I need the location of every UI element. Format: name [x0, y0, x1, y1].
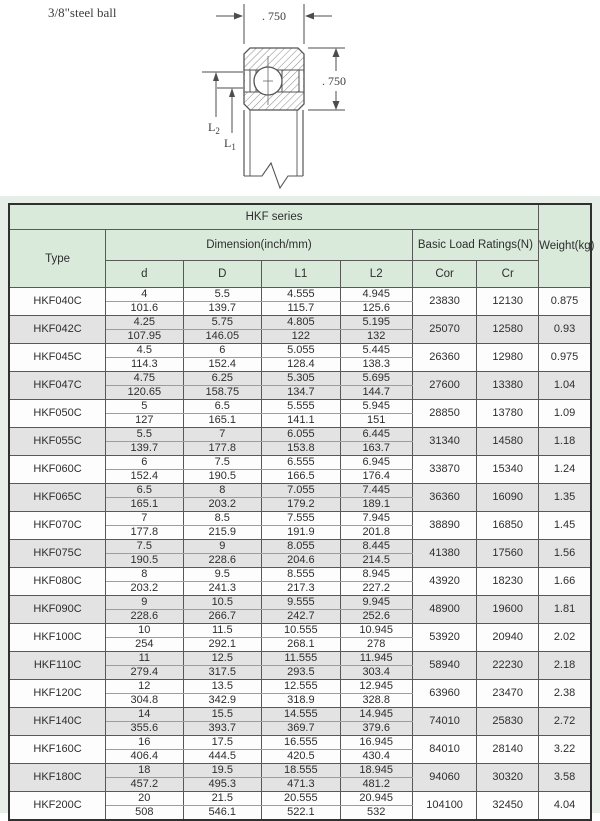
- col-header-weight: Weight(kg): [539, 204, 591, 288]
- cr-cell: 28140: [477, 736, 539, 764]
- cor-cell: 28850: [412, 400, 477, 428]
- L2-inch-cell: 4.945: [340, 288, 412, 302]
- d-inch-cell: 12: [106, 680, 183, 694]
- L2-mm-cell: 201.8: [340, 526, 412, 540]
- table-body: [9, 288, 591, 821]
- L2-mm-cell: 328.8: [340, 694, 412, 708]
- d-mm-cell: 228.6: [106, 610, 183, 624]
- L2-mm-cell: 151: [340, 414, 412, 428]
- D-mm-cell: 203.2: [183, 498, 262, 512]
- L1-inch-cell: 14.555: [262, 708, 341, 722]
- d-mm-cell: 177.8: [106, 526, 183, 540]
- table-area: [0, 196, 600, 818]
- D-inch-cell: 6.5: [183, 400, 262, 414]
- cor-cell: 38890: [412, 512, 477, 540]
- L1-inch-cell: 12.555: [262, 680, 341, 694]
- weight-cell: 4.04: [539, 792, 591, 821]
- hkf-series-table: [8, 203, 595, 821]
- L2-inch-cell: 7.445: [340, 484, 412, 498]
- weight-cell: 3.58: [539, 764, 591, 792]
- col-header-L2: L2: [340, 261, 412, 288]
- L1-inch-cell: 6.555: [262, 456, 341, 470]
- d-inch-cell: 20: [106, 792, 183, 806]
- steel-ball-note: 3/8"steel ball: [48, 5, 117, 20]
- D-mm-cell: 444.5: [183, 750, 262, 764]
- D-mm-cell: 393.7: [183, 722, 262, 736]
- table-row: [9, 568, 591, 582]
- L1-mm-cell: 471.3: [262, 778, 341, 792]
- cr-cell: 15340: [477, 456, 539, 484]
- col-header-L1: L1: [262, 261, 341, 288]
- d-inch-cell: 5: [106, 400, 183, 414]
- D-mm-cell: 342.9: [183, 694, 262, 708]
- L1-mm-cell: 115.7: [262, 302, 341, 316]
- D-inch-cell: 9.5: [183, 568, 262, 582]
- L1-inch-cell: 11.555: [262, 652, 341, 666]
- weight-cell: 1.09: [539, 400, 591, 428]
- cor-cell: 74010: [412, 708, 477, 736]
- l1-arrow: [217, 88, 243, 133]
- cr-cell: 12130: [477, 288, 539, 316]
- cr-cell: 12580: [477, 316, 539, 344]
- L2-mm-cell: 144.7: [340, 386, 412, 400]
- col-header-load-ratings: Basic Load Ratings(N): [412, 230, 538, 261]
- type-cell: HKF040C: [9, 288, 106, 316]
- weight-cell: 1.45: [539, 512, 591, 540]
- d-mm-cell: 127: [106, 414, 183, 428]
- d-inch-cell: 7: [106, 512, 183, 526]
- L2-inch-cell: 5.945: [340, 400, 412, 414]
- D-inch-cell: 6: [183, 344, 262, 358]
- L1-inch-cell: 4.555: [262, 288, 341, 302]
- cr-cell: 16850: [477, 512, 539, 540]
- type-cell: HKF050C: [9, 400, 106, 428]
- cor-cell: 58940: [412, 652, 477, 680]
- L2-mm-cell: 481.2: [340, 778, 412, 792]
- D-mm-cell: 190.5: [183, 470, 262, 484]
- top-dimension-label: . 750: [262, 9, 286, 23]
- weight-cell: 0.93: [539, 316, 591, 344]
- L1-mm-cell: 204.6: [262, 554, 341, 568]
- L2-mm-cell: 163.7: [340, 442, 412, 456]
- L2-inch-cell: 12.945: [340, 680, 412, 694]
- cor-cell: 36360: [412, 484, 477, 512]
- weight-cell: 3.22: [539, 736, 591, 764]
- d-mm-cell: 279.4: [106, 666, 183, 680]
- weight-cell: 1.56: [539, 540, 591, 568]
- D-inch-cell: 5.75: [183, 316, 262, 330]
- L2-mm-cell: 303.4: [340, 666, 412, 680]
- type-cell: HKF160C: [9, 736, 106, 764]
- D-inch-cell: 17.5: [183, 736, 262, 750]
- cr-cell: 22230: [477, 652, 539, 680]
- cor-cell: 25070: [412, 316, 477, 344]
- type-cell: HKF047C: [9, 372, 106, 400]
- L2-mm-cell: 532: [340, 806, 412, 821]
- L1-mm-cell: 268.1: [262, 638, 341, 652]
- L2-mm-cell: 430.4: [340, 750, 412, 764]
- D-inch-cell: 10.5: [183, 596, 262, 610]
- type-cell: HKF200C: [9, 792, 106, 821]
- D-inch-cell: 11.5: [183, 624, 262, 638]
- L2-mm-cell: 189.1: [340, 498, 412, 512]
- table-row: [9, 736, 591, 750]
- L1-mm-cell: 217.3: [262, 582, 341, 596]
- cor-cell: 41380: [412, 540, 477, 568]
- cor-cell: 48900: [412, 596, 477, 624]
- col-header-type: Type: [9, 230, 106, 288]
- cr-cell: 14580: [477, 428, 539, 456]
- L1-mm-cell: 242.7: [262, 610, 341, 624]
- L1-inch-cell: 18.555: [262, 764, 341, 778]
- table-row: [9, 708, 591, 722]
- L2-inch-cell: 9.945: [340, 596, 412, 610]
- d-mm-cell: 406.4: [106, 750, 183, 764]
- L1-inch-cell: 7.055: [262, 484, 341, 498]
- table-row: [9, 624, 591, 638]
- D-mm-cell: 152.4: [183, 358, 262, 372]
- table-row: [9, 596, 591, 610]
- D-inch-cell: 7: [183, 428, 262, 442]
- d-mm-cell: 254: [106, 638, 183, 652]
- table-row: [9, 456, 591, 470]
- table-row: [9, 764, 591, 778]
- cr-cell: 12980: [477, 344, 539, 372]
- L1-inch-cell: 20.555: [262, 792, 341, 806]
- L1-mm-cell: 179.2: [262, 498, 341, 512]
- bearing-cross-section-diagram: [0, 0, 600, 196]
- L2-mm-cell: 138.3: [340, 358, 412, 372]
- weight-cell: 1.35: [539, 484, 591, 512]
- d-inch-cell: 11: [106, 652, 183, 666]
- L1-inch-cell: 6.055: [262, 428, 341, 442]
- D-inch-cell: 12.5: [183, 652, 262, 666]
- type-cell: HKF110C: [9, 652, 106, 680]
- L2-mm-cell: 379.6: [340, 722, 412, 736]
- cr-cell: 17560: [477, 540, 539, 568]
- cor-cell: 27600: [412, 372, 477, 400]
- L2-mm-cell: 125.6: [340, 302, 412, 316]
- L2-mm-cell: 227.2: [340, 582, 412, 596]
- L1-inch-cell: 7.555: [262, 512, 341, 526]
- col-header-cr: Cr: [477, 261, 539, 288]
- L2-inch-cell: 7.945: [340, 512, 412, 526]
- type-cell: HKF090C: [9, 596, 106, 624]
- D-mm-cell: 241.3: [183, 582, 262, 596]
- D-inch-cell: 8.5: [183, 512, 262, 526]
- L1-mm-cell: 134.7: [262, 386, 341, 400]
- cor-cell: 23830: [412, 288, 477, 316]
- d-mm-cell: 114.3: [106, 358, 183, 372]
- L2-inch-cell: 14.945: [340, 708, 412, 722]
- diagram-area: [0, 0, 600, 196]
- d-mm-cell: 355.6: [106, 722, 183, 736]
- L1-inch-cell: 5.555: [262, 400, 341, 414]
- L1-inch-cell: 16.555: [262, 736, 341, 750]
- D-mm-cell: 177.8: [183, 442, 262, 456]
- weight-cell: 2.72: [539, 708, 591, 736]
- type-cell: HKF065C: [9, 484, 106, 512]
- cr-cell: 32450: [477, 792, 539, 821]
- D-mm-cell: 266.7: [183, 610, 262, 624]
- type-cell: HKF140C: [9, 708, 106, 736]
- d-mm-cell: 165.1: [106, 498, 183, 512]
- table-row: [9, 540, 591, 554]
- weight-cell: 0.875: [539, 288, 591, 316]
- D-inch-cell: 5.5: [183, 288, 262, 302]
- L2-inch-cell: 5.445: [340, 344, 412, 358]
- d-mm-cell: 457.2: [106, 778, 183, 792]
- D-inch-cell: 15.5: [183, 708, 262, 722]
- L1-inch-cell: 5.055: [262, 344, 341, 358]
- weight-cell: 2.38: [539, 680, 591, 708]
- L2-mm-cell: 132: [340, 330, 412, 344]
- L1-mm-cell: 420.5: [262, 750, 341, 764]
- d-mm-cell: 508: [106, 806, 183, 821]
- D-mm-cell: 292.1: [183, 638, 262, 652]
- L2-inch-cell: 8.945: [340, 568, 412, 582]
- L1-mm-cell: 293.5: [262, 666, 341, 680]
- cr-cell: 16090: [477, 484, 539, 512]
- weight-cell: 1.24: [539, 456, 591, 484]
- d-mm-cell: 304.8: [106, 694, 183, 708]
- type-cell: HKF070C: [9, 512, 106, 540]
- d-inch-cell: 4.75: [106, 372, 183, 386]
- table-row: [9, 792, 591, 806]
- d-inch-cell: 5.5: [106, 428, 183, 442]
- cor-cell: 63960: [412, 680, 477, 708]
- cr-cell: 18230: [477, 568, 539, 596]
- L1-inch-cell: 9.555: [262, 596, 341, 610]
- weight-cell: 1.04: [539, 372, 591, 400]
- D-mm-cell: 165.1: [183, 414, 262, 428]
- D-mm-cell: 139.7: [183, 302, 262, 316]
- d-inch-cell: 4: [106, 288, 183, 302]
- L2-inch-cell: 6.945: [340, 456, 412, 470]
- table-row: [9, 344, 591, 358]
- d-mm-cell: 203.2: [106, 582, 183, 596]
- d-mm-cell: 101.6: [106, 302, 183, 316]
- D-inch-cell: 7.5: [183, 456, 262, 470]
- d-inch-cell: 6.5: [106, 484, 183, 498]
- d-inch-cell: 7.5: [106, 540, 183, 554]
- col-header-cor: Cor: [412, 261, 477, 288]
- L1-mm-cell: 318.9: [262, 694, 341, 708]
- cr-cell: 19600: [477, 596, 539, 624]
- L1-mm-cell: 191.9: [262, 526, 341, 540]
- L2-inch-cell: 20.945: [340, 792, 412, 806]
- D-inch-cell: 21.5: [183, 792, 262, 806]
- l2-label: $L_2$: [208, 120, 220, 136]
- d-mm-cell: 190.5: [106, 554, 183, 568]
- d-mm-cell: 120.65: [106, 386, 183, 400]
- d-inch-cell: 16: [106, 736, 183, 750]
- type-cell: HKF080C: [9, 568, 106, 596]
- weight-cell: 2.18: [539, 652, 591, 680]
- D-inch-cell: 13.5: [183, 680, 262, 694]
- L1-mm-cell: 369.7: [262, 722, 341, 736]
- L1-mm-cell: 522.1: [262, 806, 341, 821]
- D-mm-cell: 146.05: [183, 330, 262, 344]
- L2-inch-cell: 18.945: [340, 764, 412, 778]
- L2-inch-cell: 16.945: [340, 736, 412, 750]
- cr-cell: 13780: [477, 400, 539, 428]
- col-header-dimension: Dimension(inch/mm): [106, 230, 413, 261]
- L2-mm-cell: 176.4: [340, 470, 412, 484]
- L2-inch-cell: 5.195: [340, 316, 412, 330]
- table-row: [9, 680, 591, 694]
- L2-inch-cell: 8.445: [340, 540, 412, 554]
- table-row: [9, 428, 591, 442]
- d-inch-cell: 4.5: [106, 344, 183, 358]
- d-mm-cell: 152.4: [106, 470, 183, 484]
- D-mm-cell: 158.75: [183, 386, 262, 400]
- d-mm-cell: 139.7: [106, 442, 183, 456]
- cor-cell: 104100: [412, 792, 477, 821]
- L1-mm-cell: 141.1: [262, 414, 341, 428]
- d-inch-cell: 6: [106, 456, 183, 470]
- col-header-D: D: [183, 261, 262, 288]
- weight-cell: 1.18: [539, 428, 591, 456]
- d-inch-cell: 8: [106, 568, 183, 582]
- L2-inch-cell: 6.445: [340, 428, 412, 442]
- L1-inch-cell: 5.305: [262, 372, 341, 386]
- cr-cell: 30320: [477, 764, 539, 792]
- table-row: [9, 400, 591, 414]
- cr-cell: 20940: [477, 624, 539, 652]
- L2-mm-cell: 214.5: [340, 554, 412, 568]
- shaft: [244, 110, 303, 188]
- table-row: [9, 316, 591, 330]
- table-row: [9, 652, 591, 666]
- D-inch-cell: 8: [183, 484, 262, 498]
- L1-mm-cell: 166.5: [262, 470, 341, 484]
- cr-cell: 13380: [477, 372, 539, 400]
- cr-cell: 23470: [477, 680, 539, 708]
- L1-mm-cell: 122: [262, 330, 341, 344]
- table-row: [9, 484, 591, 498]
- type-cell: HKF100C: [9, 624, 106, 652]
- L2-mm-cell: 252.6: [340, 610, 412, 624]
- L1-mm-cell: 153.8: [262, 442, 341, 456]
- L2-inch-cell: 10.945: [340, 624, 412, 638]
- type-cell: HKF060C: [9, 456, 106, 484]
- type-cell: HKF075C: [9, 540, 106, 568]
- d-inch-cell: 9: [106, 596, 183, 610]
- cor-cell: 31340: [412, 428, 477, 456]
- L1-inch-cell: 4.805: [262, 316, 341, 330]
- D-inch-cell: 6.25: [183, 372, 262, 386]
- table-row: [9, 288, 591, 302]
- l1-label: $L_1$: [224, 136, 236, 152]
- weight-cell: 1.81: [539, 596, 591, 624]
- col-header-d: d: [106, 261, 183, 288]
- type-cell: HKF120C: [9, 680, 106, 708]
- D-mm-cell: 228.6: [183, 554, 262, 568]
- table-title: HKF series: [9, 204, 539, 230]
- cor-cell: 26360: [412, 344, 477, 372]
- D-mm-cell: 495.3: [183, 778, 262, 792]
- d-inch-cell: 18: [106, 764, 183, 778]
- weight-cell: 0.975: [539, 344, 591, 372]
- d-mm-cell: 107.95: [106, 330, 183, 344]
- L1-inch-cell: 8.055: [262, 540, 341, 554]
- L1-inch-cell: 8.555: [262, 568, 341, 582]
- L1-mm-cell: 128.4: [262, 358, 341, 372]
- table-row: [9, 372, 591, 386]
- type-cell: HKF042C: [9, 316, 106, 344]
- side-dimension-label: . 750: [322, 74, 346, 88]
- cr-cell: 25830: [477, 708, 539, 736]
- l2-arrow: [202, 72, 243, 117]
- type-cell: HKF180C: [9, 764, 106, 792]
- d-inch-cell: 4.25: [106, 316, 183, 330]
- cor-cell: 84010: [412, 736, 477, 764]
- D-mm-cell: 215.9: [183, 526, 262, 540]
- type-cell: HKF045C: [9, 344, 106, 372]
- type-cell: HKF055C: [9, 428, 106, 456]
- L2-mm-cell: 278: [340, 638, 412, 652]
- cor-cell: 33870: [412, 456, 477, 484]
- D-mm-cell: 317.5: [183, 666, 262, 680]
- L2-inch-cell: 11.945: [340, 652, 412, 666]
- table-row: [9, 512, 591, 526]
- L1-inch-cell: 10.555: [262, 624, 341, 638]
- weight-cell: 2.02: [539, 624, 591, 652]
- d-inch-cell: 14: [106, 708, 183, 722]
- D-inch-cell: 9: [183, 540, 262, 554]
- d-inch-cell: 10: [106, 624, 183, 638]
- cor-cell: 94060: [412, 764, 477, 792]
- weight-cell: 1.66: [539, 568, 591, 596]
- D-inch-cell: 19.5: [183, 764, 262, 778]
- D-mm-cell: 546.1: [183, 806, 262, 821]
- cor-cell: 43920: [412, 568, 477, 596]
- L2-inch-cell: 5.695: [340, 372, 412, 386]
- cor-cell: 53920: [412, 624, 477, 652]
